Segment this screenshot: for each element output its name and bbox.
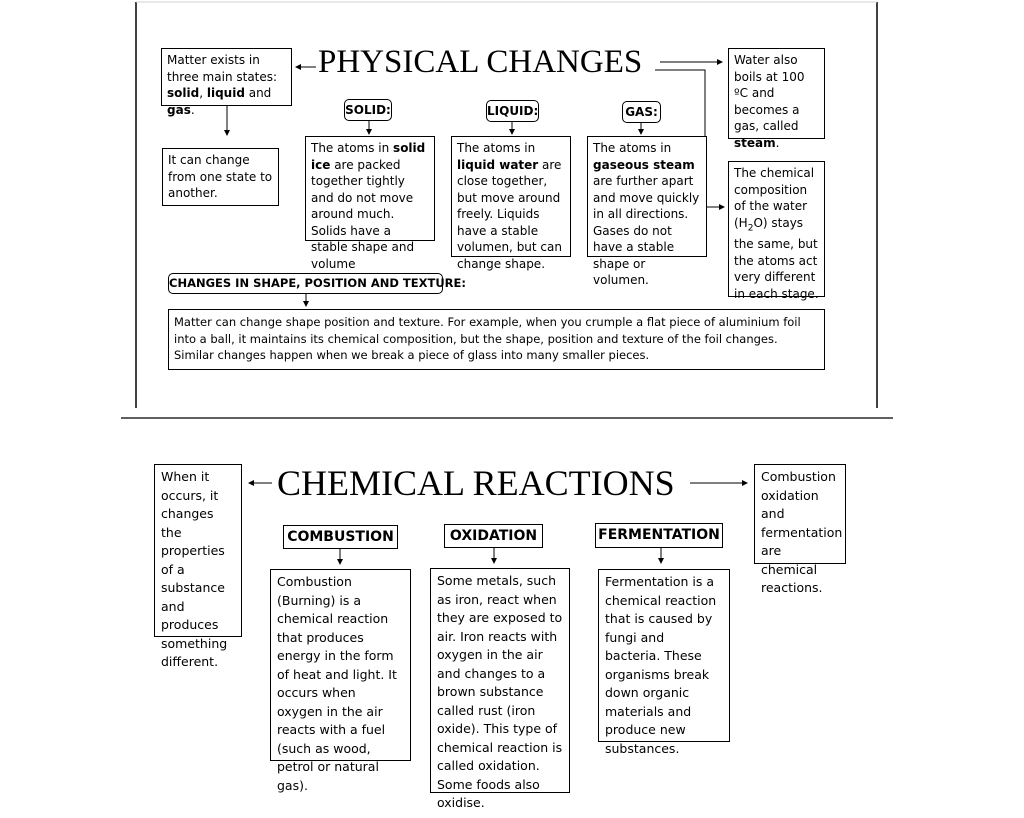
water-boils-text: Water also boils at 100 ºC and becomes a gas, called <box>734 53 805 133</box>
gas-label: GAS: <box>622 101 661 123</box>
matter-period: . <box>190 102 195 117</box>
gas-desc-pre: The atoms in <box>593 141 672 155</box>
fermentation-description: Fermentation is a chemical reaction that is caused by fungi and bacteria. These organisms break down organic materials and produce new substances. <box>598 569 730 742</box>
solid-description <box>305 136 435 271</box>
chem-comp-text-2: O) stays the same, but the atoms act very different in each stage. <box>734 215 819 301</box>
matter-line-2: three main states: <box>167 69 278 84</box>
matter-solid: solid <box>167 86 200 100</box>
oxidation-description: Some metals, such as iron, react when they are exposed to air. Iron reacts with oxygen in the air and changes to a brown substance called rust (iron oxide). This type of chemical reaction is called oxidation. Some foods also oxidise. <box>430 568 570 793</box>
liquid-label: LIQUID: <box>486 100 539 122</box>
oxidation-label: OXIDATION <box>444 524 543 548</box>
fermentation-label: FERMENTATION <box>595 523 723 548</box>
chem-comp-text-1: The chemical composition of the water (H <box>734 166 815 230</box>
gas-desc-bold: gaseous steam <box>593 157 695 172</box>
physical-changes-title: PHYSICAL CHANGES <box>318 44 643 80</box>
matter-comma: , <box>199 86 207 100</box>
chemical-composition-box <box>728 161 825 301</box>
changes-shape-label: CHANGES IN SHAPE, POSITION AND TEXTURE: <box>168 273 443 294</box>
combustion-label: COMBUSTION <box>283 525 398 549</box>
solid-desc-post: are packed together tightly and do not move around much. Solids have a stable shape and volume <box>311 157 415 271</box>
liquid-desc-post: are close together, but move around freely. Liquids have a stable volumen, but can change shape. <box>457 157 562 271</box>
chem-comp-sub: 2 <box>747 222 754 233</box>
chemical-reactions-title: CHEMICAL REACTIONS <box>277 463 675 503</box>
matter-states-box <box>161 48 292 117</box>
liquid-description <box>451 136 571 271</box>
water-boils-steam: steam <box>734 135 776 150</box>
changes-shape-description: Matter can change shape position and texture. For example, when you crumple a flat piece of aluminium foil into a ball, it maintains its chemical composition, but the shape, position and texture of the foil changes. Similar changes happen when we break a piece of glass into many smaller pieces. <box>168 309 825 370</box>
matter-line-1: Matter exists in <box>167 53 260 67</box>
solid-desc-pre: The atoms in <box>311 141 394 155</box>
change-state-box: It can change from one state to another. <box>162 148 279 206</box>
water-boils-period: . <box>775 135 780 150</box>
combustion-description: Combustion (Burning) is a chemical reaction that produces energy in the form of heat and light. It occurs when oxygen in the air reacts with a fuel (such as wood, petrol or natural gas). <box>270 569 411 761</box>
when-it-occurs-box: When it occurs, it changes the properties of a substance and produces something different. <box>154 464 242 637</box>
liquid-desc-pre: The atoms in <box>457 141 536 155</box>
water-boils-box <box>728 48 825 150</box>
gas-description <box>587 136 707 287</box>
matter-gas: gas <box>167 102 191 117</box>
gas-desc-post: are further apart and move quickly in all directions. Gases do not have a stable shape or volumen. <box>593 174 700 287</box>
liquid-desc-bold: liquid water <box>457 157 539 172</box>
reactions-note-box: Combustion oxidation and fermentation are chemical reactions. <box>754 464 846 564</box>
solid-desc-bold: solid ice <box>311 141 426 172</box>
matter-liquid: liquid <box>206 86 245 100</box>
solid-label: SOLID: <box>344 99 392 121</box>
matter-and: and <box>244 86 272 100</box>
